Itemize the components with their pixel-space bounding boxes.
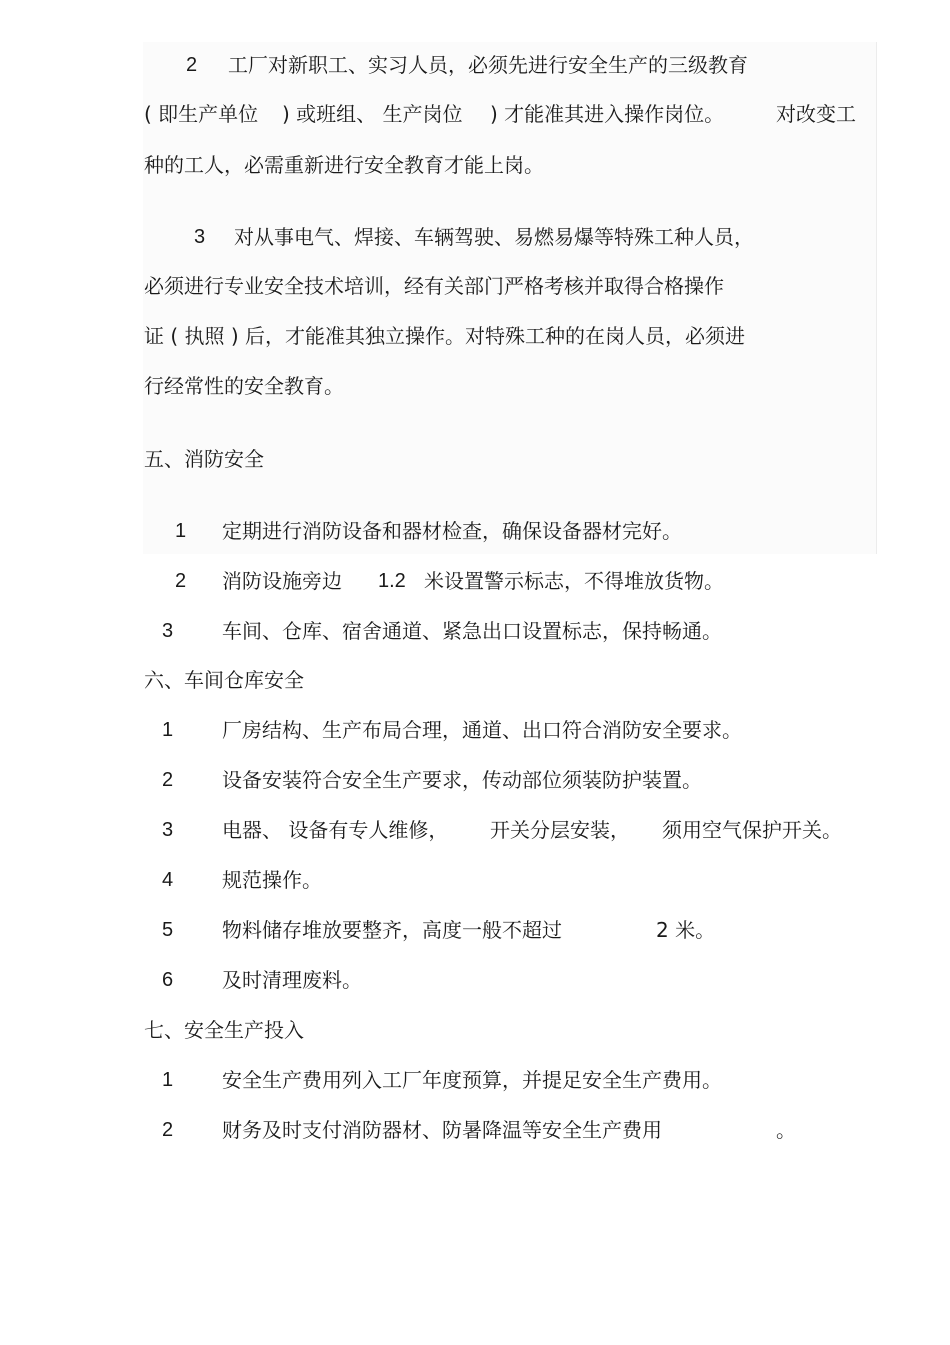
section6-item3-text-c: 须用空气保护开关。 (662, 818, 842, 842)
section5-item2-text-b: 1.2 (378, 570, 406, 592)
para3-line3: 证 ( 执照 ) 后，才能准其独立操作。对特殊工种的在岗人员，必须进 (144, 324, 746, 348)
section6-item2-number: 2 (162, 769, 174, 791)
section6-heading: 六、车间仓库安全 (144, 668, 304, 692)
section6-item4-text: 规范操作。 (222, 868, 322, 892)
para3-line1: 对从事电气、焊接、车辆驾驶、易燃易爆等特殊工种人员， (234, 225, 754, 249)
section5-item1-text: 定期进行消防设备和器材检查，确保设备器材完好。 (222, 519, 682, 543)
section7-item2-number: 2 (162, 1119, 174, 1141)
section7-heading: 七、安全生产投入 (144, 1018, 304, 1042)
section6-item5-text-a: 物料储存堆放要整齐，高度一般不超过 (222, 918, 562, 942)
section6-item6-number: 6 (162, 969, 174, 991)
para2-line2-d: 对改变工 (776, 102, 856, 126)
section5-item2-text-a: 消防设施旁边 (222, 569, 342, 593)
section7-item1-number: 1 (162, 1069, 174, 1091)
section6-item6-text: 及时清理废料。 (222, 968, 362, 992)
section5-item1-number: 1 (175, 520, 187, 542)
para2-line3: 种的工人，必需重新进行安全教育才能上岗。 (144, 153, 544, 177)
section7-item2-text-a: 财务及时支付消防器材、防暑降温等安全生产费用 (222, 1118, 662, 1142)
section7-item2-text-b: 。 (776, 1118, 796, 1142)
section6-item2-text: 设备安装符合安全生产要求，传动部位须装防护装置。 (222, 768, 702, 792)
para2-line2-a: ( 即生产单位 (144, 102, 259, 126)
para2-line2-b: ) 或班组、 生产岗位 (282, 102, 463, 126)
section6-item5-text-b: 2 米。 (656, 918, 716, 942)
para3-line2: 必须进行专业安全技术培训，经有关部门严格考核并取得合格操作 (144, 274, 724, 298)
para2-number: 2 (186, 54, 198, 76)
section6-item5-number: 5 (162, 919, 174, 941)
para2-line1: 工厂对新职工、实习人员，必须先进行安全生产的三级教育 (228, 53, 748, 77)
section6-item1-text: 厂房结构、生产布局合理，通道、出口符合消防安全要求。 (222, 718, 742, 742)
section6-item1-number: 1 (162, 719, 174, 741)
section6-item3-text-a: 电器、 设备有专人维修， (222, 818, 449, 842)
para3-number: 3 (194, 226, 206, 248)
section6-item3-text-b: 开关分层安装， (490, 818, 630, 842)
para2-line2-c: ) 才能准其进入操作岗位。 (490, 102, 725, 126)
section5-item3-text: 车间、仓库、宿舍通道、紧急出口设置标志，保持畅通。 (222, 619, 722, 643)
section7-item1-text: 安全生产费用列入工厂年度预算，并提足安全生产费用。 (222, 1068, 722, 1092)
section6-item3-number: 3 (162, 819, 174, 841)
section5-item2-number: 2 (175, 570, 187, 592)
section5-item2-text-c: 米设置警示标志，不得堆放货物。 (424, 569, 724, 593)
para3-line4: 行经常性的安全教育。 (144, 374, 344, 398)
section6-item4-number: 4 (162, 869, 174, 891)
section5-item3-number: 3 (162, 620, 174, 642)
section5-heading: 五、消防安全 (144, 447, 264, 471)
